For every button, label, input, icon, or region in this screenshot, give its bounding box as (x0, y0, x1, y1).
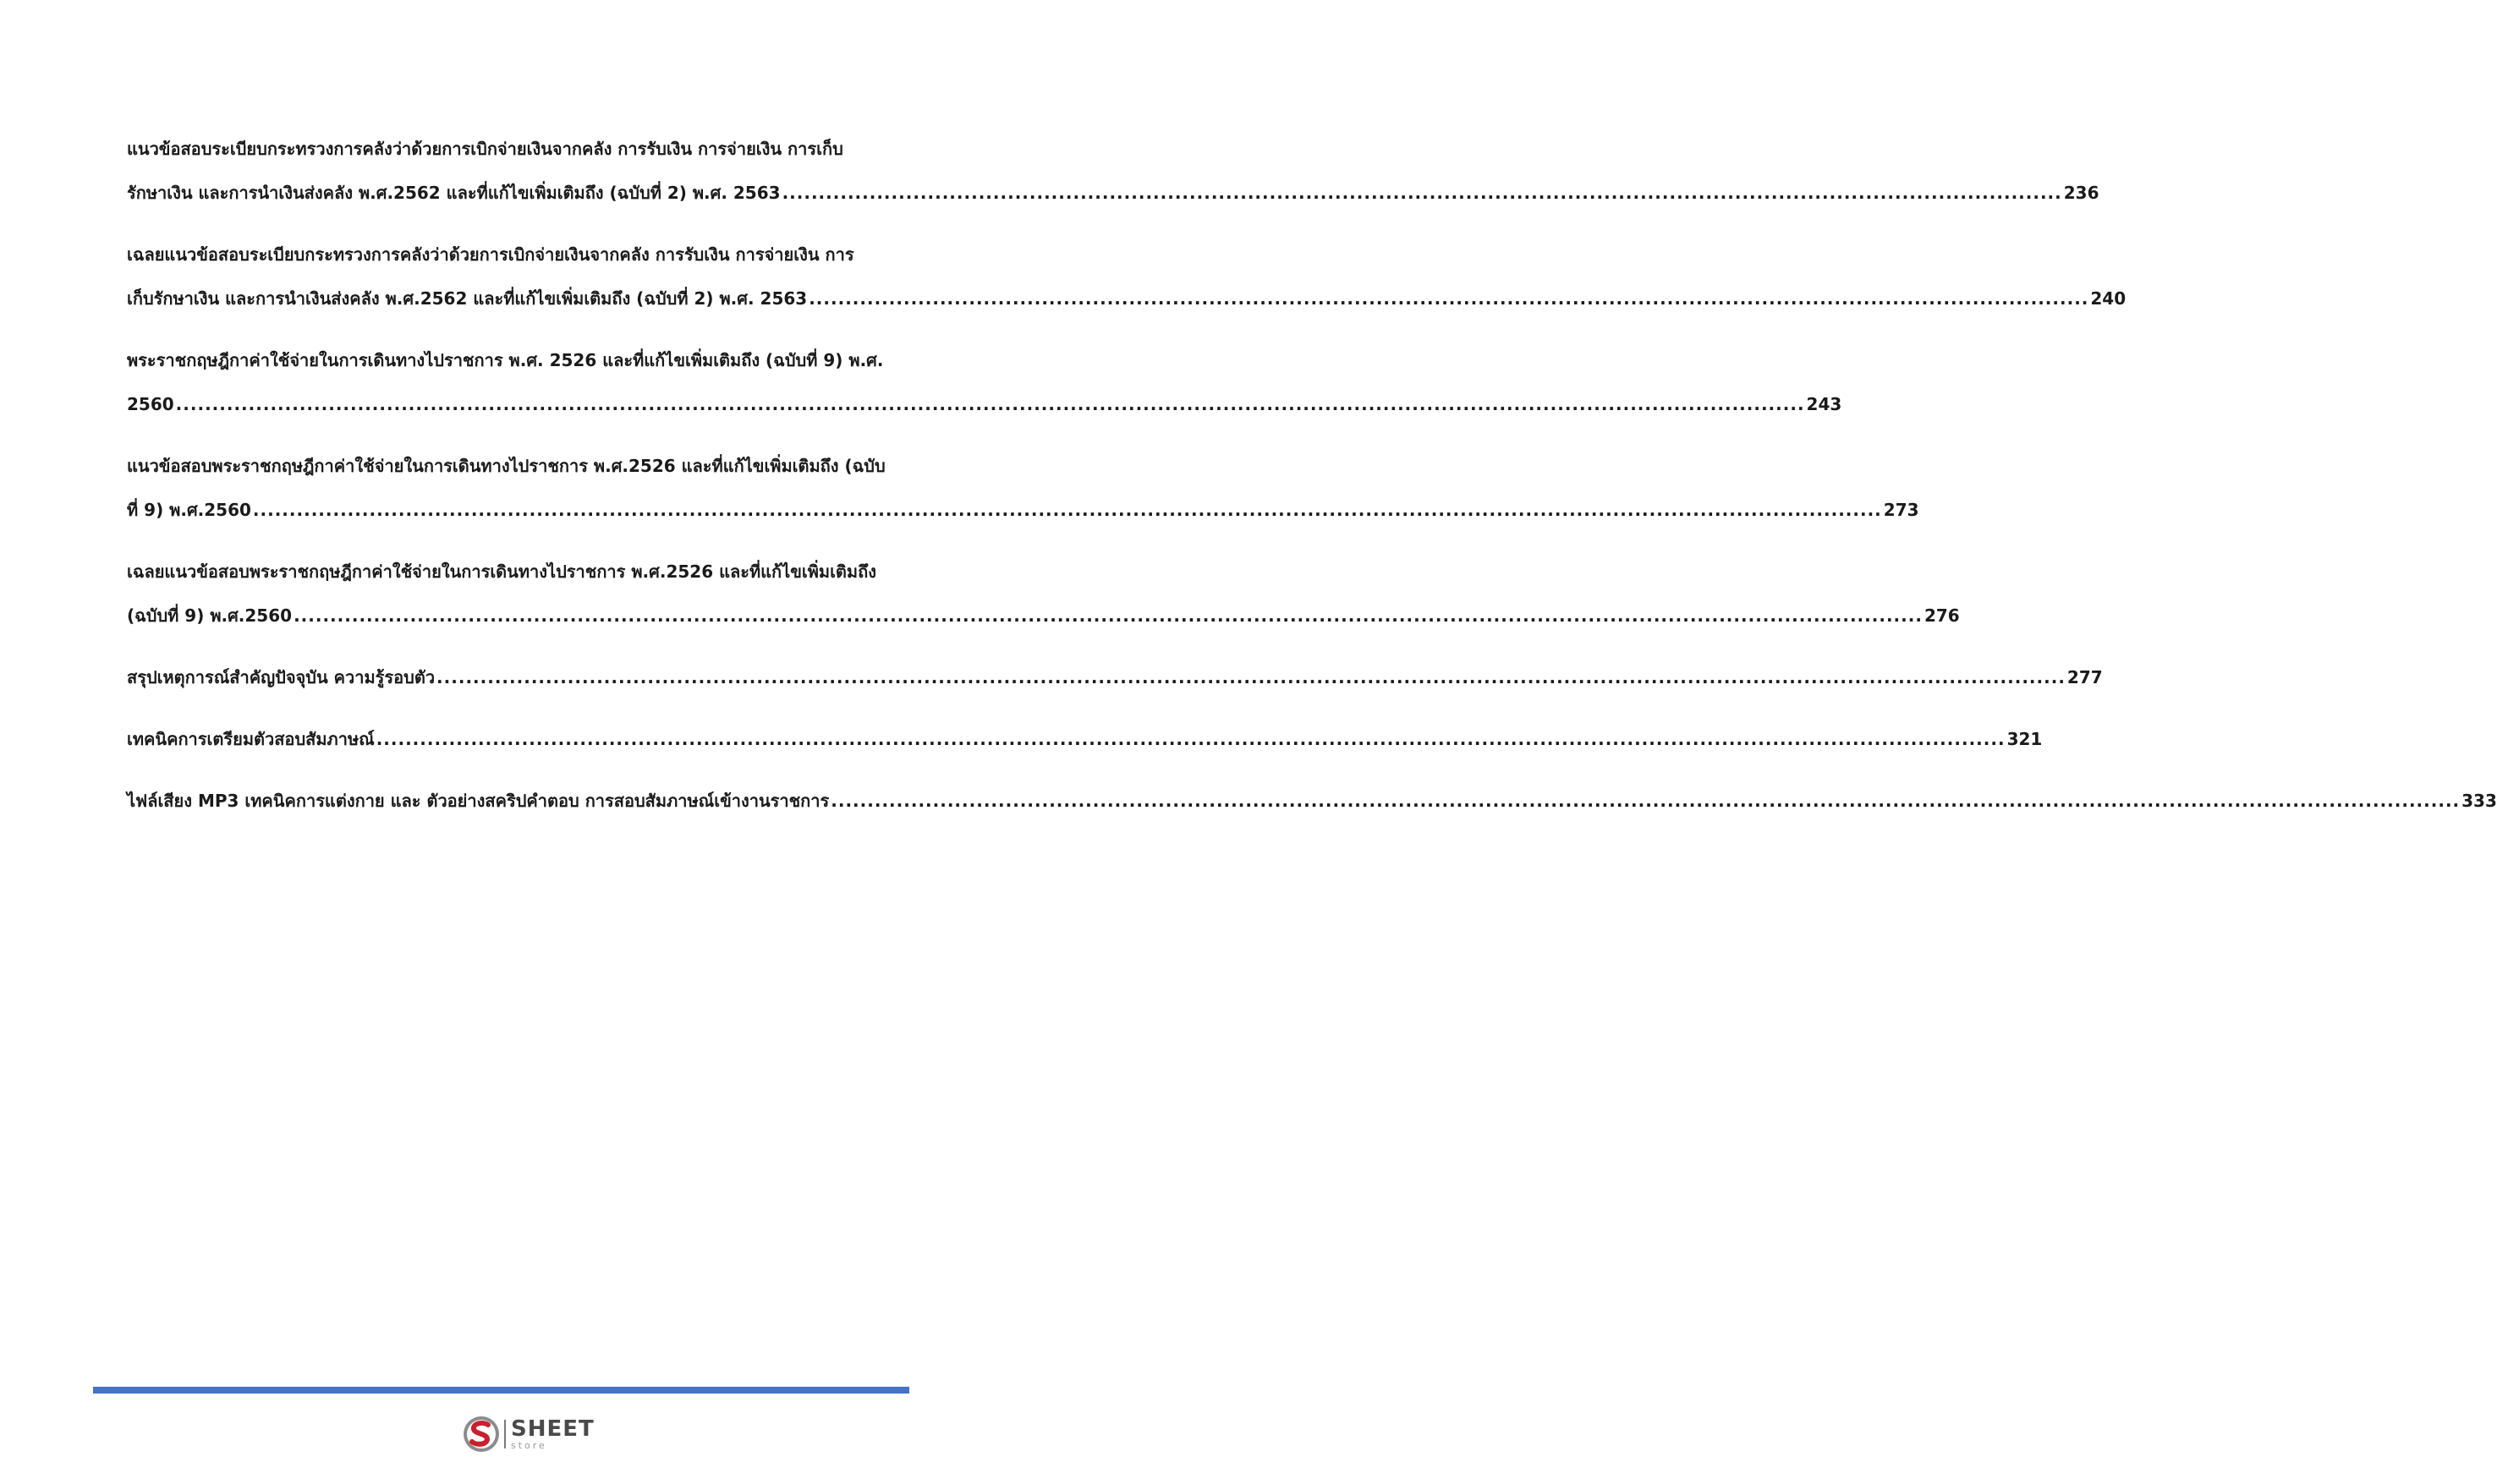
toc-page-number: 333 (2461, 791, 2497, 811)
toc-entry[interactable] (127, 127, 2099, 215)
toc-entry-line: รักษาเงิน และการนำเงินส่งคลัง พ.ศ.2562 และที่แก้ไขเพิ่มเติมถึง (ฉบับที่ 2) พ.ศ. 2563 (127, 183, 781, 203)
toc-page-number: 321 (2006, 729, 2043, 749)
logo-subtitle: store (511, 1440, 547, 1451)
toc-entry[interactable] (127, 233, 2127, 320)
footer-rule (93, 1387, 909, 1394)
toc-entry-line: เฉลยแนวข้อสอบพระราชกฤษฎีกาค่าใช้จ่ายในการเดินทางไปราชการ พ.ศ.2526 และที่แก้ไขเพิ่มเติมถึง (127, 561, 876, 582)
dot-leader: ................................................................................................................................................................................ (782, 183, 2062, 203)
toc-entry-line: สรุปเหตุการณ์สำคัญปัจจุบัน ความรู้รอบตัว (127, 667, 436, 687)
toc-entry[interactable] (127, 338, 1842, 426)
sheet-store-logo (462, 1412, 606, 1456)
toc-entry[interactable] (127, 444, 1919, 532)
dot-leader: ................................................................................................................................................................................................................................ (252, 500, 1882, 520)
toc-entry-line: พระราชกฤษฎีกาค่าใช้จ่ายในการเดินทางไปราชการ พ.ศ. 2526 และที่แก้ไขเพิ่มเติมถึง (ฉบับที่ 9) พ.ศ. (127, 350, 884, 370)
dot-leader: ................................................................................................................................................................................................................................ (376, 729, 2006, 749)
toc-page-number: 240 (2090, 288, 2127, 309)
toc-page-number: 276 (1924, 605, 1960, 626)
toc-entry-line: ไฟล์เสียง MP3 เทคนิคการแต่งกาย และ ตัวอย่างสคริปคำตอบ การสอบสัมภาษณ์เข้างานราชการ (127, 791, 830, 811)
dot-leader: ................................................................................................................................................................................................................................ (831, 791, 2461, 811)
dot-leader: ................................................................................................................................................................................................................................ (175, 394, 1805, 414)
toc-page-number: 273 (1883, 500, 1919, 520)
toc-entry[interactable] (127, 550, 1960, 638)
dot-leader: ................................................................................................................................................................................................................................ (436, 667, 2066, 687)
toc-page-number: 277 (2066, 667, 2103, 687)
logo-separator (504, 1420, 506, 1448)
toc-entry[interactable] (127, 655, 2103, 699)
dot-leader: ................................................................................................................................................................................ (809, 288, 2089, 309)
toc-entry[interactable] (127, 779, 2497, 823)
toc-entry-line: เฉลยแนวข้อสอบระเบียบกระทรวงการคลังว่าด้วยการเบิกจ่ายเงินจากคลัง การรับเงิน การจ่ายเงิน การ (127, 244, 854, 265)
toc-page-number: 243 (1806, 394, 1842, 414)
toc-entry-line: 2560 (127, 394, 174, 414)
dot-leader: ................................................................................................................................................................................................................................ (294, 605, 1923, 626)
toc-page-number: 236 (2063, 183, 2099, 203)
toc-entry-line: ที่ 9) พ.ศ.2560 (127, 500, 251, 520)
sheet-store-s-icon (462, 1415, 501, 1454)
toc-entry-line: แนวข้อสอบพระราชกฤษฎีกาค่าใช้จ่ายในการเดินทางไปราชการ พ.ศ.2526 และที่แก้ไขเพิ่มเติมถึง (ฉบับ (127, 456, 886, 476)
table-of-contents (127, 127, 2497, 841)
toc-entry[interactable] (127, 717, 2043, 761)
toc-entry-line: (ฉบับที่ 9) พ.ศ.2560 (127, 605, 293, 626)
toc-entry-line: แนวข้อสอบระเบียบกระทรวงการคลังว่าด้วยการเบิกจ่ายเงินจากคลัง การรับเงิน การจ่ายเงิน การเก็บ (127, 139, 843, 159)
toc-entry-line: เก็บรักษาเงิน และการนำเงินส่งคลัง พ.ศ.2562 และที่แก้ไขเพิ่มเติมถึง (ฉบับที่ 2) พ.ศ. 2563 (127, 288, 808, 309)
logo-name: SHEET (511, 1416, 595, 1442)
toc-entry-line: เทคนิคการเตรียมตัวสอบสัมภาษณ์ (127, 729, 375, 749)
